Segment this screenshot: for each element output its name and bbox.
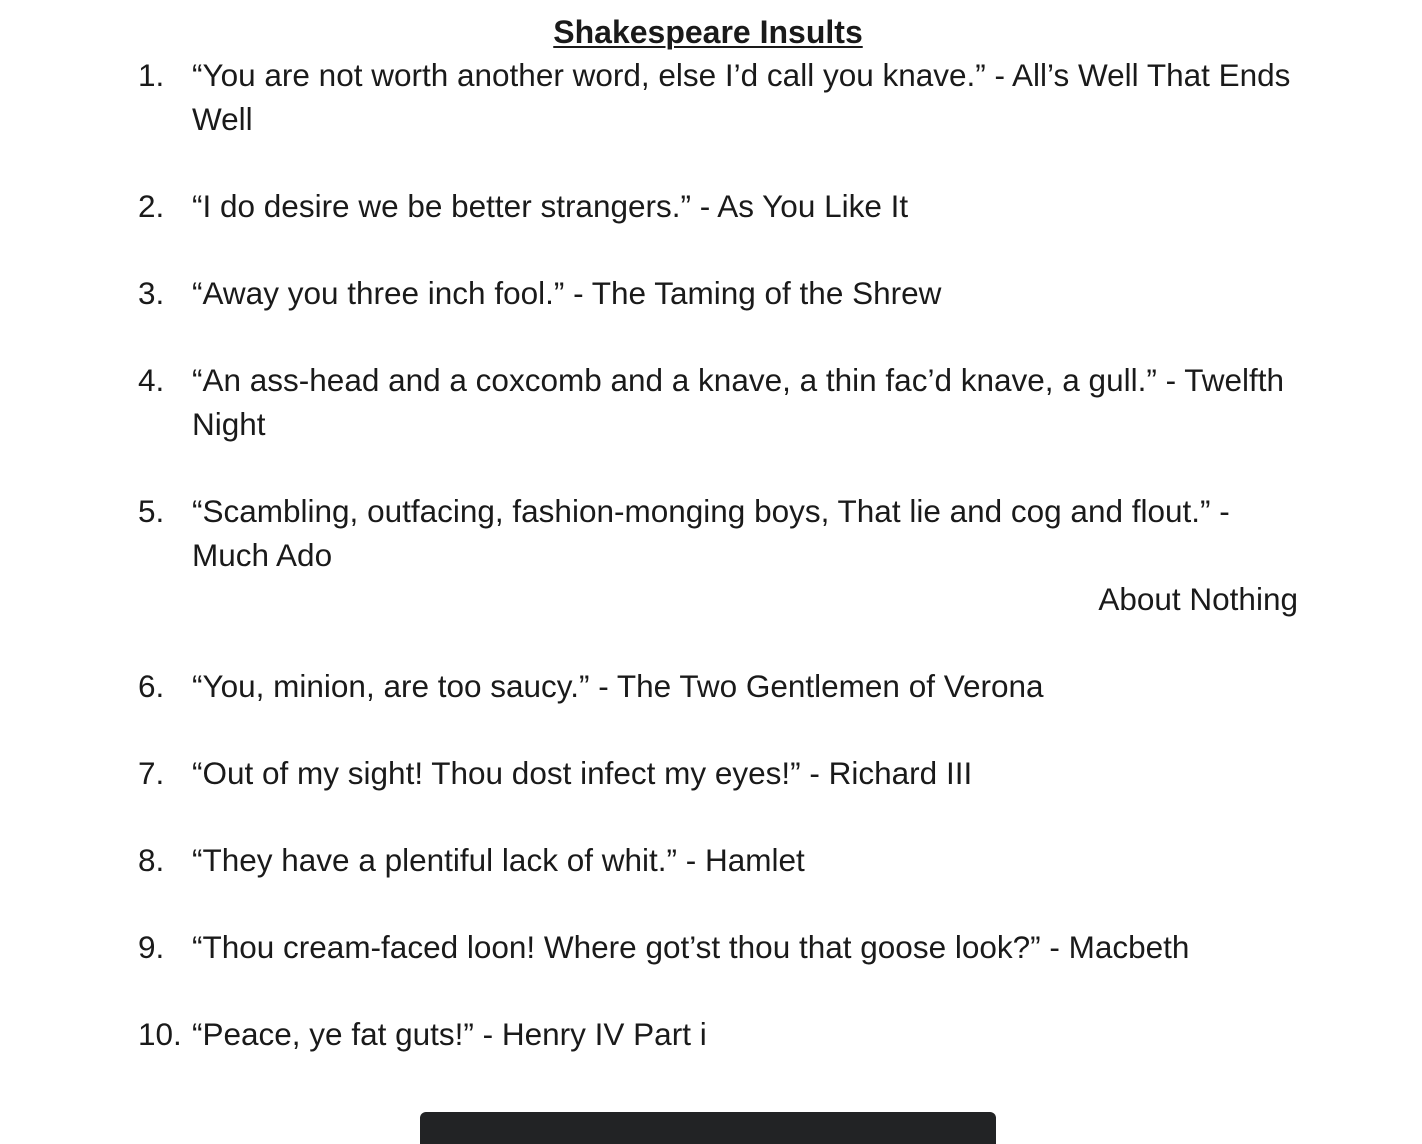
item-number: 5.: [138, 493, 165, 529]
item-text: “I do desire we be better strangers.” - As You Like It: [192, 188, 909, 224]
item-text: “Thou cream-faced loon! Where got’st thou that goose look?” - Macbeth: [192, 929, 1190, 965]
item-text: “Peace, ye fat guts!” - Henry IV Part i: [192, 1016, 707, 1052]
list-item: [138, 53, 1298, 141]
item-number: 9.: [138, 929, 165, 965]
list-item: [138, 184, 1298, 228]
item-number: 7.: [138, 755, 165, 791]
list-item: [138, 751, 1298, 795]
item-number: 3.: [138, 275, 165, 311]
insult-list: [138, 53, 1298, 1099]
list-item: [138, 925, 1298, 969]
document-title: Shakespeare Insults: [553, 14, 863, 50]
list-item: [138, 1012, 1298, 1056]
list-item: [138, 271, 1298, 315]
item-text: “Scambling, outfacing, fashion-monging boys, That lie and cog and flout.” - Much Ado: [192, 493, 1230, 573]
item-text: “Out of my sight! Thou dost infect my eyes!” - Richard III: [192, 755, 973, 791]
item-number: 2.: [138, 188, 165, 224]
item-text: “They have a plentiful lack of whit.” - Hamlet: [192, 842, 805, 878]
item-text-wrapper: [192, 489, 1298, 621]
item-number: 1.: [138, 57, 165, 93]
item-text: “You, minion, are too saucy.” - The Two Gentlemen of Verona: [192, 668, 1044, 704]
list-item: [138, 664, 1298, 708]
item-number: 6.: [138, 668, 165, 704]
item-text-tail: About Nothing: [1098, 581, 1298, 617]
list-item: [138, 838, 1298, 882]
item-text: “An ass-head and a coxcomb and a knave, a thin fac’d knave, a gull.” - Twelfth Night: [192, 362, 1285, 442]
list-item: [138, 358, 1298, 446]
bottom-toolbar[interactable]: [420, 1112, 996, 1144]
item-text: “Away you three inch fool.” - The Taming of the Shrew: [192, 275, 942, 311]
item-number: 10.: [138, 1016, 182, 1052]
list-item: [138, 489, 1298, 621]
item-text: “You are not worth another word, else I’d call you knave.” - All’s Well That Ends Well: [192, 57, 1291, 137]
item-number: 4.: [138, 362, 165, 398]
item-number: 8.: [138, 842, 165, 878]
